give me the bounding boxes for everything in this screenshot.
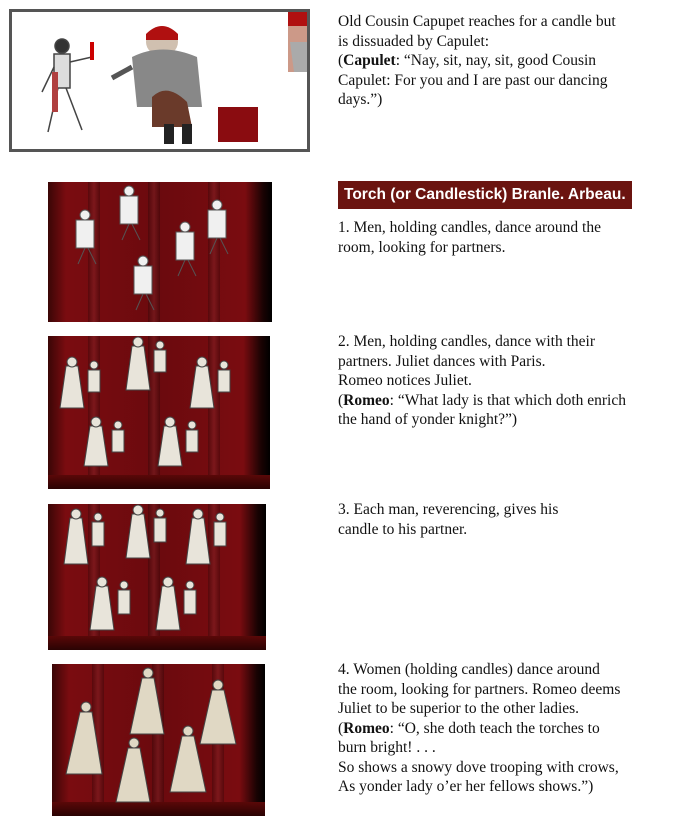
dancer-couple-figure	[126, 505, 166, 558]
old-man-figure	[112, 26, 202, 144]
dancers-women-4	[52, 664, 265, 816]
dancer-woman-figure	[200, 680, 236, 744]
dancer-couple-figure	[190, 357, 230, 408]
stage-image-1	[48, 182, 272, 322]
speaker-romeo: Romeo	[343, 719, 390, 737]
dancer-man-figure	[42, 39, 94, 132]
stage-image-2	[48, 336, 270, 489]
dancer-couple-figure	[156, 577, 196, 630]
dance-heading: Torch (or Candlestick) Branle. Arbeau.	[338, 181, 632, 209]
step-2-text: 2. Men, holding candles, dance with their partners. Juliet dances with Paris. Romeo notices Juliet. (Romeo: “What lady is that which doth enrich the hand of yonder knight?”)	[338, 333, 626, 428]
intro-line-2: is dissuaded by Capulet:	[338, 32, 490, 50]
capulet-illustration	[9, 9, 310, 152]
intro-quote-line-3: days.”)	[338, 91, 383, 108]
dancer-man-figure	[208, 200, 228, 254]
dancer-woman-figure	[116, 738, 150, 802]
step-3-text: 3. Each man, reverencing, gives his candle to his partner.	[338, 501, 559, 538]
dancer-man-figure	[176, 222, 196, 276]
dancer-woman-figure	[66, 702, 102, 774]
dancer-couple-figure	[186, 509, 226, 564]
dancer-woman-figure	[130, 668, 164, 734]
speaker-capulet: Capulet	[343, 52, 396, 69]
dancer-man-figure	[134, 256, 154, 310]
candle-box	[218, 107, 258, 142]
capulet-scene-image	[12, 12, 307, 149]
stage-image-3	[48, 504, 266, 650]
dancers-couples-3	[48, 504, 266, 650]
dancer-man-figure	[120, 186, 140, 240]
dancers-men-1	[48, 182, 272, 322]
dancer-man-figure	[76, 210, 96, 264]
step-1-text: 1. Men, holding candles, dance around the room, looking for partners.	[338, 219, 601, 256]
dancer-couple-figure	[60, 357, 100, 408]
speaker-romeo: Romeo	[343, 391, 390, 409]
dancer-couple-figure	[126, 337, 166, 390]
capulet-figure	[288, 12, 307, 72]
dancers-couples-2	[48, 336, 270, 489]
dancer-couple-figure	[90, 577, 130, 630]
intro-text	[338, 12, 668, 110]
intro-quote-line-1: (Capulet: “Nay, sit, nay, sit, good Cousin	[338, 52, 597, 69]
dancer-couple-figure	[84, 417, 124, 466]
stage-image-4	[52, 664, 265, 816]
dancer-woman-figure	[170, 726, 206, 792]
step-4-text: 4. Women (holding candles) dance around the room, looking for partners. Romeo deems Juliet to be superior to the other ladies. (Romeo: “O, she doth teach the torches to burn bright! . . . So shows a snowy dove trooping with crows, As yonder lady o’er her fellows shows.”)	[338, 661, 621, 795]
intro-line-1: Old Cousin Capupet reaches for a candle but	[338, 13, 616, 30]
dancer-couple-figure	[158, 417, 198, 466]
dancer-couple-figure	[64, 509, 104, 564]
intro-quote-line-2: Capulet: For you and I are past our dancing	[338, 71, 608, 89]
